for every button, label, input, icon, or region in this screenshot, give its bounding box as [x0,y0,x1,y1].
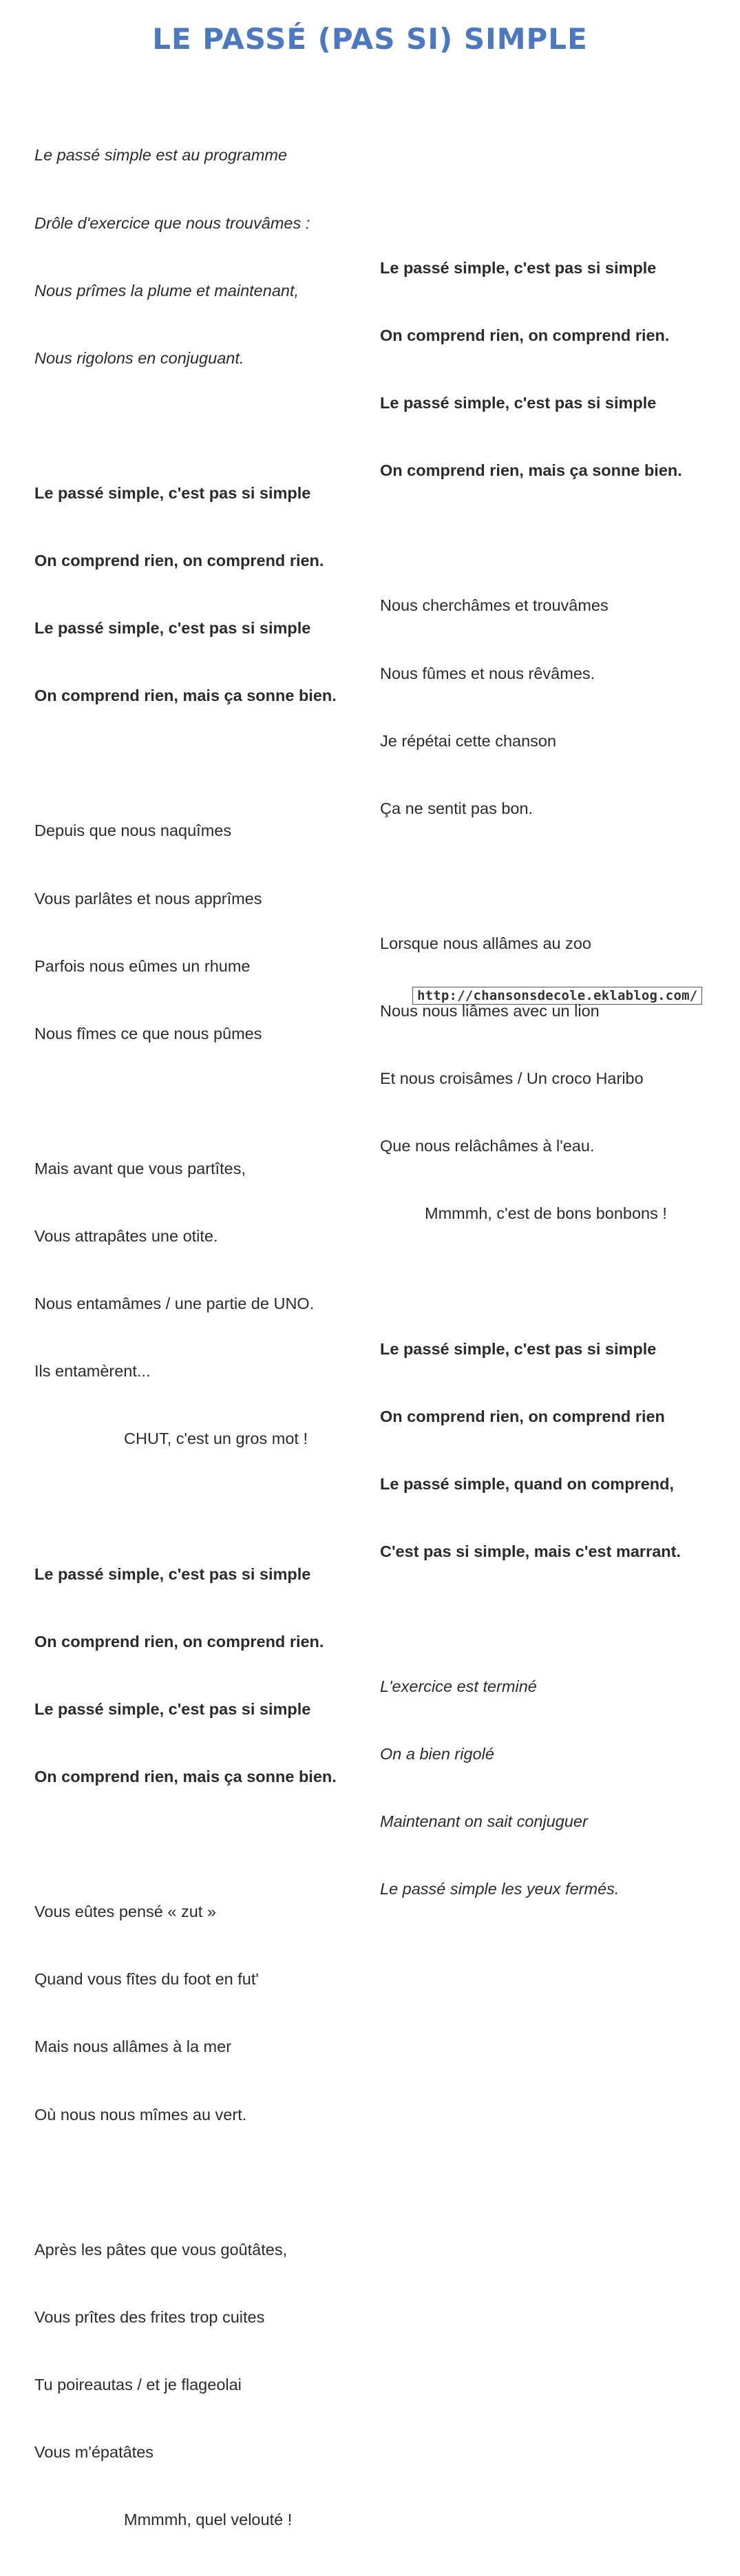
chorus-line: Le passé simple, c'est pas si simple [380,258,657,277]
lyric-line: Ça ne sentit pas bon. [380,799,533,817]
intro-stanza [34,99,379,415]
chorus-line: On comprend rien, mais ça sonne bien. [34,1767,337,1786]
chorus-line: Le passé simple, c'est pas si simple [34,1699,311,1718]
chorus-line: Le passé simple, c'est pas si simple [380,1339,657,1358]
lyric-line: Mais nous allâmes à la mer [34,2038,232,2056]
chorus-line: On comprend rien, mais ça sonne bien. [380,461,682,480]
verse-stanza [34,2193,379,2576]
verse-stanza [34,1856,379,2171]
lyric-line: Après les pâtes que vous goûtâtes, [34,2240,288,2259]
chorus-line: Le passé simple, quand on comprend, [380,1474,675,1493]
lyric-line: Ils entamèrent... [34,1362,151,1381]
verse-stanza [34,775,379,1090]
lyric-line: Tu poireautas / et je flageolai [34,2375,242,2394]
chorus-line: On comprend rien, on comprend rien. [380,326,670,345]
lyric-line: Nous fîmes ce que nous pûmes [34,1024,262,1043]
left-column [34,99,379,2576]
chorus-line: Le passé simple, c'est pas si simple [34,619,311,638]
lyric-line: Vous parlâtes et nous apprîmes [34,889,262,908]
chorus-line: On comprend rien, on comprend rien. [34,552,324,570]
chorus-line: On comprend rien, on comprend rien. [34,1632,324,1651]
lyric-line: Depuis que nous naquîmes [34,821,232,840]
lyric-line: Et nous croisâmes / Un croco Haribo [380,1069,644,1088]
song-title: LE PASSÉ (PAS SI) SIMPLE [152,22,588,56]
chorus-line: Le passé simple, c'est pas si simple [34,1564,311,1583]
verse-stanza [380,888,724,1270]
lyric-line: Je répétai cette chanson [380,731,557,750]
lyric-line: Nous nous liâmes avec un lion [380,1002,600,1020]
chorus-stanza [34,1518,379,1833]
lyric-line: Maintenant on sait conjuguer [380,1812,588,1831]
chorus-line: Le passé simple, c'est pas si simple [380,394,657,412]
lyric-line: Mais avant que vous partîtes, [34,1160,246,1177]
source-url: http://chansonsdecole.eklablog.com/ [412,987,702,1005]
verse-stanza [380,549,724,865]
chorus-stanza [380,212,724,527]
lyric-line: Que nous relâchâmes à l'eau. [380,1137,595,1155]
lyric-line: Vous m'épatâtes [34,2443,154,2462]
chorus-stanza [34,437,379,753]
lyric-line: Nous prîmes la plume et maintenant, [34,281,299,300]
chorus-line: C'est pas si simple, mais c'est marrant. [380,1542,681,1560]
aside-line: CHUT, c'est un gros mot ! [124,1430,308,1448]
chorus-line: On comprend rien, mais ça sonne bien. [34,687,337,705]
lyric-line: Où nous nous mîmes au vert. [34,2105,247,2124]
lyric-line: Vous eûtes pensé « zut » [34,1903,216,1921]
outro-stanza [380,1631,724,1946]
lyric-line: Quand vous fîtes du foot en fut' [34,1970,259,1989]
lyric-line: Nous fûmes et nous rêvâmes. [380,664,595,682]
lyric-line: Lorsque nous allâmes au zoo [380,934,592,952]
lyric-line: Vous prîtes des frites trop cuites [34,2307,265,2326]
lyric-line: Le passé simple les yeux fermés. [380,1880,620,1898]
aside-line: Mmmmh, quel velouté ! [124,2511,293,2529]
aside-line: Mmmmh, c'est de bons bonbons ! [425,1204,667,1223]
lyric-line: Le passé simple est au programme [34,146,288,165]
lyric-line: Drôle d'exercice que nous trouvâmes : [34,213,310,232]
chorus-stanza [380,1292,724,1608]
lyric-line: On a bien rigolé [380,1745,494,1763]
lyric-line: Vous attrapâtes une otite. [34,1227,218,1246]
lyric-line: Nous entamâmes / une partie de UNO. [34,1295,315,1313]
lyric-line: Nous rigolons en conjuguant. [34,348,244,367]
verse-stanza [34,1113,379,1496]
chorus-line: On comprend rien, on comprend rien [380,1407,665,1425]
right-column [380,99,724,1946]
chorus-line: Le passé simple, c'est pas si simple [34,483,311,502]
lyric-line: Parfois nous eûmes un rhume [34,956,251,975]
lyric-line: Nous cherchâmes et trouvâmes [380,596,609,615]
lyric-line: L'exercice est terminé [380,1677,537,1696]
